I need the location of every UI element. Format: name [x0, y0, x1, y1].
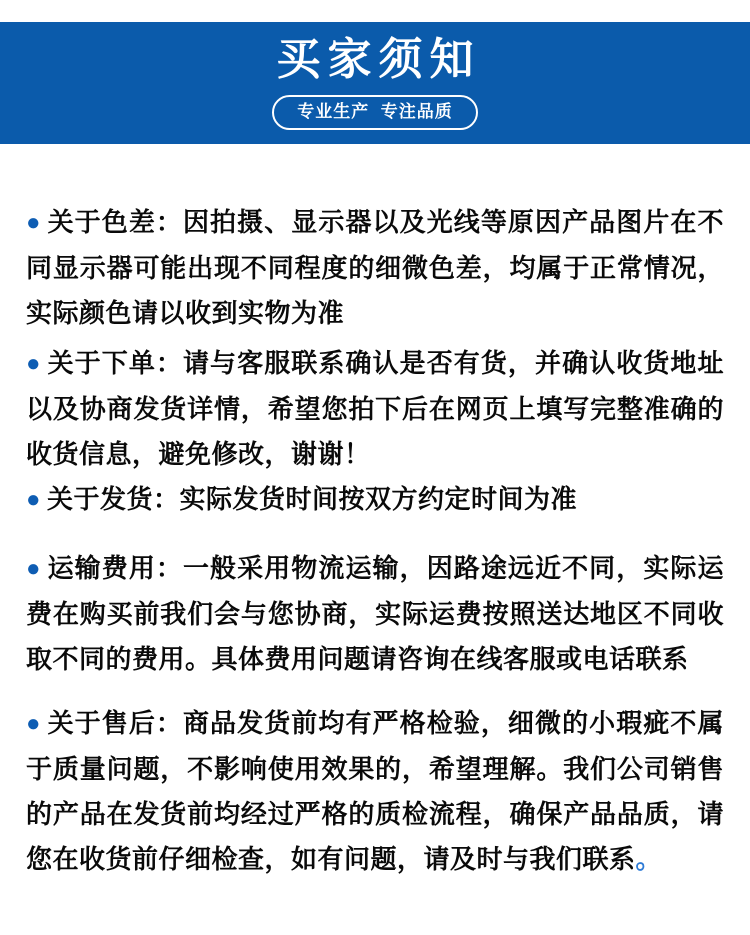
top-white-strip — [0, 0, 750, 22]
bullet-icon: ● — [26, 350, 42, 377]
tagline-pill: 专业生产 专注品质 — [272, 95, 477, 130]
notice-text: 关于下单：请与客服联系确认是否有货，并确认收货地址以及协商发货详情，希望您拍下后在网页上填写完整准确的收货信息，避免修改，谢谢！ — [26, 348, 724, 469]
notice-text: 运输费用：一般采用物流运输，因路途远近不同，实际运费在购买前我们会与您协商，实际运费按照送达地区不同收取不同的费用。具体费用问题请咨询在线客服或电话联系 — [26, 553, 724, 674]
notice-text: 关于发货：实际发货时间按双方约定时间为准 — [47, 484, 578, 514]
notice-paragraph-color-difference — [26, 200, 724, 336]
bullet-icon: ● — [26, 710, 42, 737]
bullet-icon: ● — [26, 486, 41, 513]
buyer-notice-banner — [0, 22, 750, 144]
notice-paragraph-shipping-time — [26, 477, 724, 523]
notice-paragraph-ordering — [26, 341, 724, 477]
notice-text: 关于售后：商品发货前均有严格检验，细微的小瑕疵不属于质量问题，不影响使用效果的，希望理解。我们公司销售的产品在发货前均经过严格的质检流程，确保产品品质，请您在收货前仔细检查，如有问题，请及时与我们联系 — [26, 708, 724, 874]
notice-suffix: 。 — [635, 844, 663, 874]
notice-paragraph-freight-cost — [26, 546, 724, 682]
notice-text: 关于色差：因拍摄、显示器以及光线等原因产品图片在不同显示器可能出现不同程度的细微色差，均属于正常情况，实际颜色请以收到实物为准 — [26, 207, 724, 328]
bullet-icon: ● — [26, 555, 42, 582]
notice-paragraph-after-sales — [26, 701, 724, 882]
page-title: 买家须知 — [276, 34, 481, 84]
notice-list — [0, 144, 750, 882]
bullet-icon: ● — [26, 209, 42, 236]
